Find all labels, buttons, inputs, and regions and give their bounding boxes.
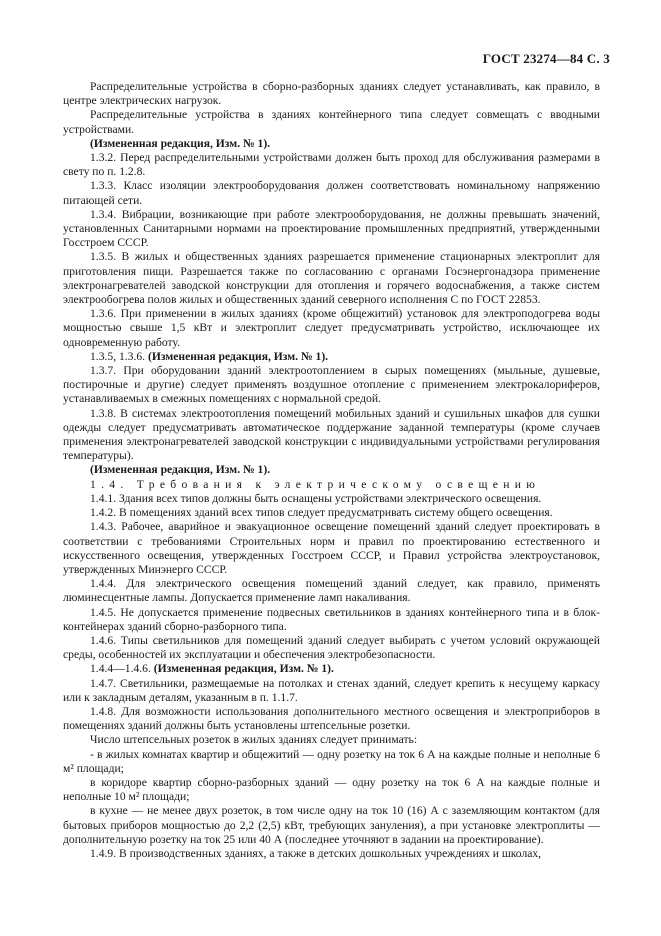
amendment-prefix: 1.3.5, 1.3.6. [90,349,146,363]
amendment-label: (Измененная редакция, Изм. № 1). [147,349,329,363]
paragraph: Число штепсельных розеток в жилых зданиях следует принимать: [90,733,418,747]
paragraph: 1.3.5. В жилых и общественных зданиях разрешается применение стационарных электроплит для приготовления пищи. Разрешается также по согласованию с органами Госэнергонадзора применение электронагревателей заводской конструкции для отопления и горячего водоснабжения, а также систем электрообогрева полов жилых и общественных зданий северного исполнения С по ГОСТ 22853. [63,250,600,307]
document-body [63,80,600,861]
paragraph: 1.3.7. При оборудовании зданий электроотоплением в сырых помещениях (мыльные, душевые, постирочные и другие) следует применять воздушное отопление с применением электрокалориферов, устанавливаемых в смежных помещениях с нормальной средой. [63,364,600,406]
paragraph: 1.4.7. Светильники, размещаемые на потолках и стенах зданий, следует крепить к несущему каркасу или к закладным деталям, указанным в п. 1.1.7. [63,676,600,704]
amendment-prefix: 1.4.4—1.4.6. [90,662,151,676]
amendment-note [63,350,600,364]
paragraph: 1.3.4. Вибрации, возникающие при работе электрооборудования, не должны превышать значений, установленных Санитарными нормами на проектирование промышленных предприятий, утвержденными Госстроем СССР. [63,207,600,250]
paragraph: 1.4.5. Не допускается применение подвесных светильников в зданиях контейнерного типа и в блок-контейнерах зданий сборно-разборного типа. [63,605,600,633]
list-item: - в жилых комнатах квартир и общежитий — одну розетку на ток 6 А на каждые полные и неполные 6 м² площади; [63,747,600,775]
paragraph: Распределительные устройства в сборно-разборных зданиях следует устанавливать, как правило, в центре электрических нагрузок. [63,80,600,108]
list-item: в кухне — не менее двух розеток, в том числе одну на ток 10 (16) А с заземляющим контактом (для бытовых приборов мощностью до 2,2 (2,5) кВт, требующих зануления), а при установке электроплиты — дополнительную розетку на ток 25 или 40 А (последнее уточняют в задании на проектирование). [63,804,600,846]
amendment-label: (Измененная редакция, Изм. № 1). [153,662,334,676]
list-item: в коридоре квартир сборно-разборных зданий — одну розетку на ток 6 А на каждые полные и неполные 10 м² площади; [63,775,600,804]
paragraph: 1.4.1. Здания всех типов должны быть оснащены устройствами электрического освещения. [90,491,542,505]
paragraph: 1.4.8. Для возможности использования дополнительного местного освещения и электроприборов в помещениях зданий должны быть установлены штепсельные розетки. [63,704,600,733]
paragraph: 1.3.8. В системах электроотопления помещений мобильных зданий и сушильных шкафов для сушки одежды следует предусматривать автоматическое поддержание заданной температуры (кроме случаев применения электронагревателей заводской конструкции с индивидуальными устройствами регулирования температуры). [63,406,600,463]
amendment-note [63,662,600,676]
paragraph: 1.4.4. Для электрического освещения помещений зданий следует, как правило, применять люминесцентные лампы. Допускается применение ламп накаливания. [63,577,600,605]
page-header: ГОСТ 23274—84 С. 3 [482,51,610,66]
paragraph: 1.4.3. Рабочее, аварийное и эвакуационное освещение помещений зданий следует проектировать в соответствии с требованиями Строительных норм и правил по проектированию естественного и искусственного освещения, утвержденных Госстроем СССР, и Правил устройства электроустановок, утвержденных Минэнерго СССР. [63,520,600,576]
paragraph: 1.3.2. Перед распределительными устройствами должен быть проход для обслуживания размерами в свету по п. 1.2.8. [63,151,600,179]
section-heading: 1.4. Требования к электрическому освещению [90,477,541,491]
paragraph: 1.3.3. Класс изоляции электрооборудования должен соответствовать номинальному напряжению питающей сети. [63,179,600,207]
amendment-note: (Измененная редакция, Изм. № 1). [90,136,271,150]
paragraph: 1.4.9. В производственных зданиях, а также в детских дошкольных учреждениях и школах, [90,846,542,860]
paragraph: 1.4.6. Типы светильников для помещений зданий следует выбирать с учетом условий окружающей среды, особенностей их эксплуатации и обеспечения электробезопасности. [63,633,600,662]
paragraph: 1.3.6. При применении в жилых зданиях (кроме общежитий) установок для электроподогрева воды мощностью свыше 1,5 кВт и электроплит следует предусматривать устройство, исключающее их одновременную работу. [63,307,600,349]
paragraph: 1.4.2. В помещениях зданий всех типов следует предусматривать систему общего освещения. [90,506,553,520]
paragraph: Распределительные устройства в зданиях контейнерного типа следует совмещать с вводными устройствами. [63,108,600,136]
amendment-note: (Измененная редакция, Изм. № 1). [90,463,271,477]
